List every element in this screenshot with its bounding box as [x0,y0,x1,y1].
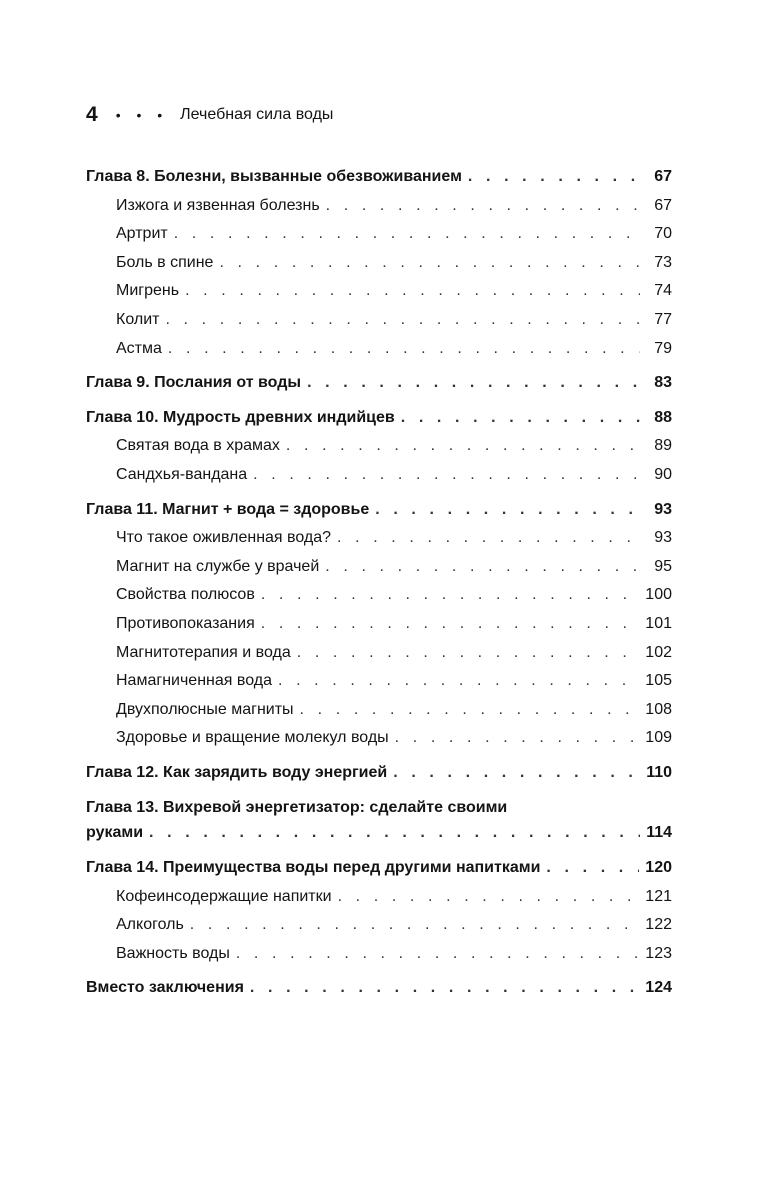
toc-page-number: 89 [654,437,672,455]
dot-leader [236,940,639,969]
dot-leader [546,854,639,883]
toc-item-title: Намагниченная вода [116,672,272,690]
toc-item[interactable] [86,911,672,940]
toc-page-number: 120 [645,859,672,877]
toc-chapter-14[interactable] [86,854,672,883]
dot-leader [468,163,640,192]
page-header [86,103,333,127]
toc-page-number: 100 [645,586,672,604]
toc-page-number: 67 [654,168,672,185]
toc-chapter-title: Глава 10. Мудрость древних индийцев [86,408,395,426]
toc-chapter-13[interactable] [86,819,672,848]
toc-item[interactable] [86,724,672,753]
page-number: 4 [86,103,98,126]
toc-page-number: 77 [654,310,672,328]
toc-item-title: Артрит [116,225,168,243]
toc-item[interactable] [86,335,672,364]
toc-chapter-title: Глава 14. Преимущества воды перед другими напитками [86,859,541,877]
toc-page-number: 121 [645,887,672,905]
toc-item-title: Астма [116,339,162,357]
toc-item-title: Святая вода в храмах [116,437,280,455]
toc-item-title: Важность воды [116,944,230,962]
dot-leader [165,306,640,335]
toc-page-number: 79 [654,339,672,357]
toc-page-number: 74 [654,282,672,300]
toc-chapter-11[interactable] [86,496,672,525]
toc-page-number: 101 [645,614,672,632]
toc-page-number: 123 [645,944,672,962]
header-separator-dots: • • • [115,107,169,123]
toc-page-number: 122 [645,916,672,934]
dot-leader [185,277,640,306]
toc-page-number: 110 [646,763,672,781]
toc-page-number: 73 [654,253,672,271]
toc-page-number: 108 [645,700,672,718]
toc-item-title: Магнитотерапия и вода [116,643,291,661]
toc-item-title: Двухполюсные магниты [116,700,294,718]
toc-chapter-title: Вместо заключения [86,979,244,997]
dot-leader [337,524,640,553]
toc-item-title: Боль в спине [116,253,214,271]
toc-item[interactable] [86,461,672,490]
toc-item[interactable] [86,639,672,668]
toc-item[interactable] [86,432,672,461]
toc-item[interactable] [86,696,672,725]
toc-item[interactable] [86,581,672,610]
dot-leader [250,974,639,1003]
dot-leader [174,220,640,249]
toc-page-number: 114 [646,824,672,842]
toc-item-title: Кофеинсодержащие напитки [116,887,332,905]
dot-leader [149,819,640,848]
dot-leader [261,581,639,610]
dot-leader [253,461,640,490]
toc-item[interactable] [86,192,672,221]
toc-item[interactable] [86,553,672,582]
dot-leader [393,759,640,788]
dot-leader [325,553,640,582]
toc-item[interactable] [86,277,672,306]
toc-item-title: Свойства полюсов [116,586,255,604]
dot-leader [219,249,640,278]
table-of-contents [86,163,672,1003]
dot-leader [300,696,640,725]
toc-chapter-title: Глава 11. Магнит + вода = здоровье [86,500,370,518]
dot-leader [375,496,640,525]
dot-leader [286,432,640,461]
toc-chapter-13-title-line1[interactable]: Глава 13. Вихревой энергетизатор: сделайте своими [86,799,508,817]
toc-item[interactable] [86,883,672,912]
toc-page-number: 70 [654,225,672,243]
dot-leader [395,724,640,753]
toc-chapter-8[interactable] [86,163,672,192]
toc-item-title: Мигрень [116,282,180,300]
toc-page-number: 109 [645,729,672,747]
toc-chapter-title: руками [86,824,144,842]
toc-chapter-title: Глава 9. Послания от воды [86,374,302,392]
toc-item-title: Магнит на службе у врачей [116,557,320,575]
toc-item[interactable] [86,610,672,639]
toc-item-title: Что такое оживленная вода? [116,529,332,547]
toc-page-number: 93 [654,500,672,518]
dot-leader [190,911,640,940]
dot-leader [338,883,640,912]
toc-chapter-9[interactable] [86,369,672,398]
toc-chapter-title: Глава 12. Как зарядить воду энергией [86,763,388,781]
dot-leader [261,610,640,639]
toc-page-number: 88 [654,408,672,426]
toc-page-number: 67 [654,196,672,214]
book-title: Лечебная сила воды [180,106,334,123]
dot-leader [168,335,640,364]
toc-item-title: Противопоказания [116,614,255,632]
toc-page-number: 124 [645,979,672,997]
toc-item[interactable] [86,524,672,553]
toc-item-title: Сандхья-вандана [116,465,248,483]
toc-page-number: 83 [654,374,672,392]
toc-chapter-10[interactable] [86,404,672,433]
dot-leader [297,639,640,668]
toc-page-number: 105 [645,672,672,690]
toc-item-title: Алкоголь [116,916,184,934]
toc-item-title: Колит [116,310,160,328]
toc-item-title: Здоровье и вращение молекул воды [116,729,389,747]
toc-chapter-title: Глава 8. Болезни, вызванные обезвоживанием [86,168,462,185]
dot-leader [326,192,640,221]
toc-item[interactable] [86,306,672,335]
dot-leader [278,667,639,696]
dot-leader [401,404,640,433]
toc-item[interactable] [86,249,672,278]
toc-page-number: 90 [654,465,672,483]
toc-page-number: 93 [654,529,672,547]
toc-item[interactable] [86,667,672,696]
toc-page-number: 95 [654,557,672,575]
toc-item[interactable] [86,940,672,969]
dot-leader [307,369,640,398]
toc-item[interactable] [86,220,672,249]
toc-item-title: Изжога и язвенная болезнь [116,196,320,214]
toc-chapter-12[interactable] [86,759,672,788]
toc-conclusion[interactable] [86,974,672,1003]
toc-page-number: 102 [645,643,672,661]
